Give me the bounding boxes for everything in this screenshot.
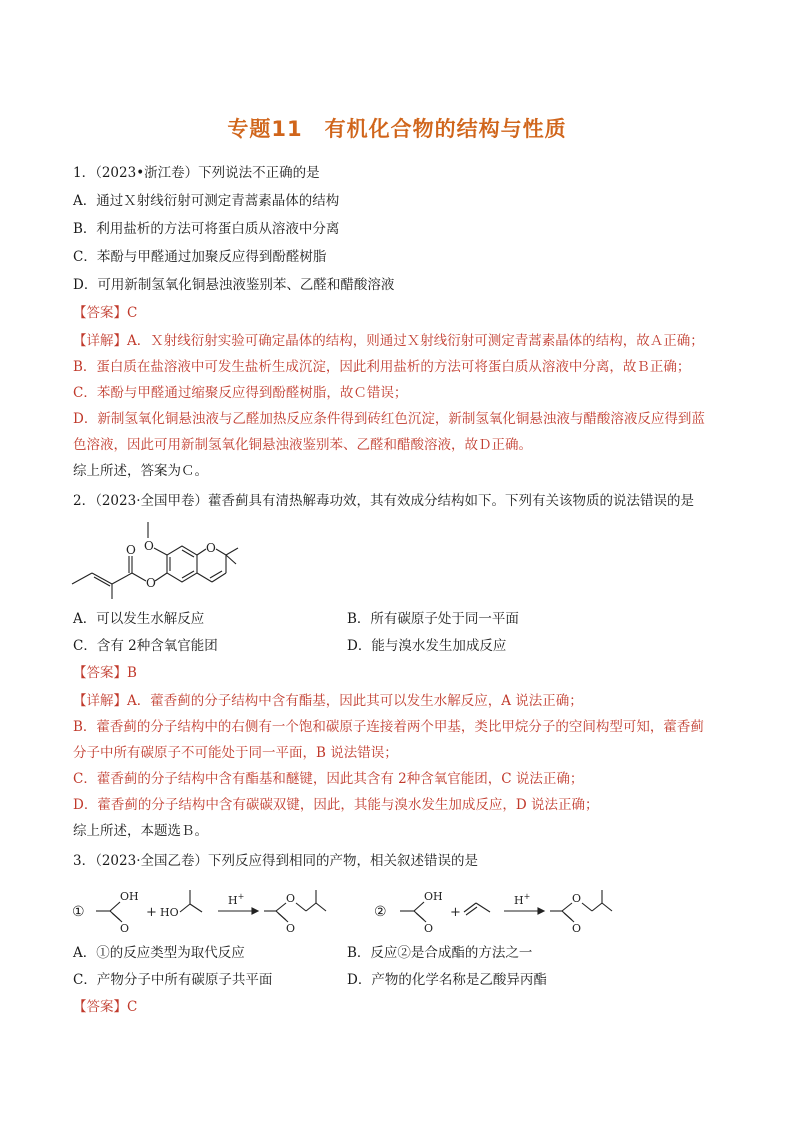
detail-text: A．藿香蓟的分子结构中含有酯基，因此其可以发生水解反应，A 说法正确； bbox=[127, 693, 583, 709]
q2-option-a: A．可以发生水解反应 bbox=[73, 611, 205, 627]
q1-stem: 1．（2023•浙江卷）下列说法不正确的是 bbox=[73, 165, 320, 181]
q1-answer bbox=[73, 304, 137, 322]
q1-detail-b: B．蛋白质在盐溶液中可发生盐析生成沉淀，因此利用盐析的方法可将蛋白质从溶液中分离，故Ｂ正确； bbox=[73, 359, 691, 375]
ester-o-label: O bbox=[572, 892, 582, 905]
plus-sign: + bbox=[146, 905, 157, 920]
answer-tag: 【答案】 bbox=[73, 999, 127, 1015]
reaction-1-label: ① bbox=[72, 904, 85, 920]
q2-detail-a bbox=[73, 692, 583, 710]
carbonyl-o-label: O bbox=[572, 922, 582, 935]
q2-detail-d: D．藿香蓟的分子结构中含有碳碳双键，因此，其能与溴水发生加成反应，D 说法正确； bbox=[73, 797, 599, 813]
ho-label: HO bbox=[160, 906, 179, 919]
q2-option-c: C．含有 2种含氧官能团 bbox=[73, 638, 218, 654]
answer-value: C bbox=[127, 305, 138, 321]
carbonyl-o-label: O bbox=[120, 922, 130, 935]
carbonyl-o-label: O bbox=[424, 922, 434, 935]
q2-answer bbox=[73, 664, 137, 682]
oh-label: OH bbox=[424, 890, 443, 903]
q1-option-a: A．通过Ｘ射线衍射可测定青蒿素晶体的结构 bbox=[73, 193, 340, 209]
catalyst-label bbox=[514, 892, 530, 907]
ring-o-label: O bbox=[206, 541, 216, 555]
answer-tag: 【答案】 bbox=[73, 305, 127, 321]
q1-detail-d2: 色溶液，因此可用新制氢氧化铜悬浊液鉴别苯、乙醛和醋酸溶液，故Ｄ正确。 bbox=[73, 437, 532, 453]
q2-detail-c: C．藿香蓟的分子结构中含有酯基和醚键，因此其含有 2种含氧官能团，C 说法正确； bbox=[73, 771, 584, 787]
catalyst-charge: + bbox=[237, 892, 245, 901]
q3-option-b: B．反应②是合成酯的方法之一 bbox=[347, 945, 533, 961]
q3-option-d: D．产物的化学名称是乙酸异丙酯 bbox=[347, 972, 547, 988]
q2-structure-diagram bbox=[70, 512, 240, 602]
q1-detail-c: C．苯酚与甲醛通过缩聚反应得到酚醛树脂，故Ｃ错误； bbox=[73, 385, 408, 401]
q2-stem: 2．（2023·全国甲卷）藿香蓟具有清热解毒功效，其有效成分结构如下。下列有关该物质的说法错误的是 bbox=[73, 493, 694, 509]
plus-sign: + bbox=[450, 905, 461, 920]
q1-option-d: D．可用新制氢氧化铜悬浊液鉴别苯、乙醛和醋酸溶液 bbox=[73, 277, 395, 293]
reaction-2-label: ② bbox=[374, 904, 387, 920]
detail-tag: 【详解】 bbox=[73, 693, 127, 709]
detail-text: A．Ｘ射线衍射实验可确定晶体的结构，则通过Ｘ射线衍射可测定青蒿素晶体的结构，故Ａ正确； bbox=[127, 333, 704, 349]
q2-detail-b2: 分子中所有碳原子不可能处于同一平面，B 说法错误； bbox=[73, 745, 398, 761]
catalyst-charge: + bbox=[523, 892, 531, 901]
q1-summary: 综上所述，答案为Ｃ。 bbox=[73, 463, 208, 479]
q3-option-c: C．产物分子中所有碳原子共平面 bbox=[73, 972, 273, 988]
catalyst-h: H bbox=[228, 894, 238, 907]
q1-detail-a bbox=[73, 332, 704, 350]
q2-option-b: B．所有碳原子处于同一平面 bbox=[347, 611, 519, 627]
methoxy-o-label: O bbox=[144, 539, 154, 553]
carbonyl-o-label: O bbox=[286, 922, 296, 935]
answer-value: C bbox=[127, 999, 138, 1015]
page-title: 专题11 有机化合物的结构与性质 bbox=[227, 117, 567, 141]
q3-stem: 3．（2023·全国乙卷）下列反应得到相同的产物，相关叙述错误的是 bbox=[73, 853, 478, 869]
q3-reaction-diagram bbox=[70, 878, 630, 938]
q3-option-a: A．①的反应类型为取代反应 bbox=[73, 945, 245, 961]
ester-o-label: O bbox=[146, 576, 156, 590]
q2-summary: 综上所述，本题选Ｂ。 bbox=[73, 823, 208, 839]
q1-option-b: B．利用盐析的方法可将蛋白质从溶液中分离 bbox=[73, 221, 340, 237]
q2-option-d: D．能与溴水发生加成反应 bbox=[347, 638, 507, 654]
catalyst-label bbox=[228, 892, 244, 907]
q1-detail-d1: D．新制氢氧化铜悬浊液与乙醛加热反应条件得到砖红色沉淀，新制氢氧化铜悬浊液与醋酸溶液反应得到蓝 bbox=[73, 411, 705, 427]
q2-detail-b1: B．藿香蓟的分子结构中的右侧有一个饱和碳原子连接着两个甲基，类比甲烷分子的空间构型可知，藿香蓟 bbox=[73, 719, 704, 735]
q3-answer bbox=[73, 998, 137, 1016]
oh-label: OH bbox=[120, 890, 139, 903]
detail-tag: 【详解】 bbox=[73, 333, 127, 349]
catalyst-h: H bbox=[514, 894, 524, 907]
carbonyl-o-label: O bbox=[126, 543, 136, 557]
ester-o-label: O bbox=[286, 892, 296, 905]
answer-tag: 【答案】 bbox=[73, 665, 127, 681]
answer-value: B bbox=[127, 665, 137, 681]
q1-option-c: C．苯酚与甲醛通过加聚反应得到酚醛树脂 bbox=[73, 249, 327, 265]
